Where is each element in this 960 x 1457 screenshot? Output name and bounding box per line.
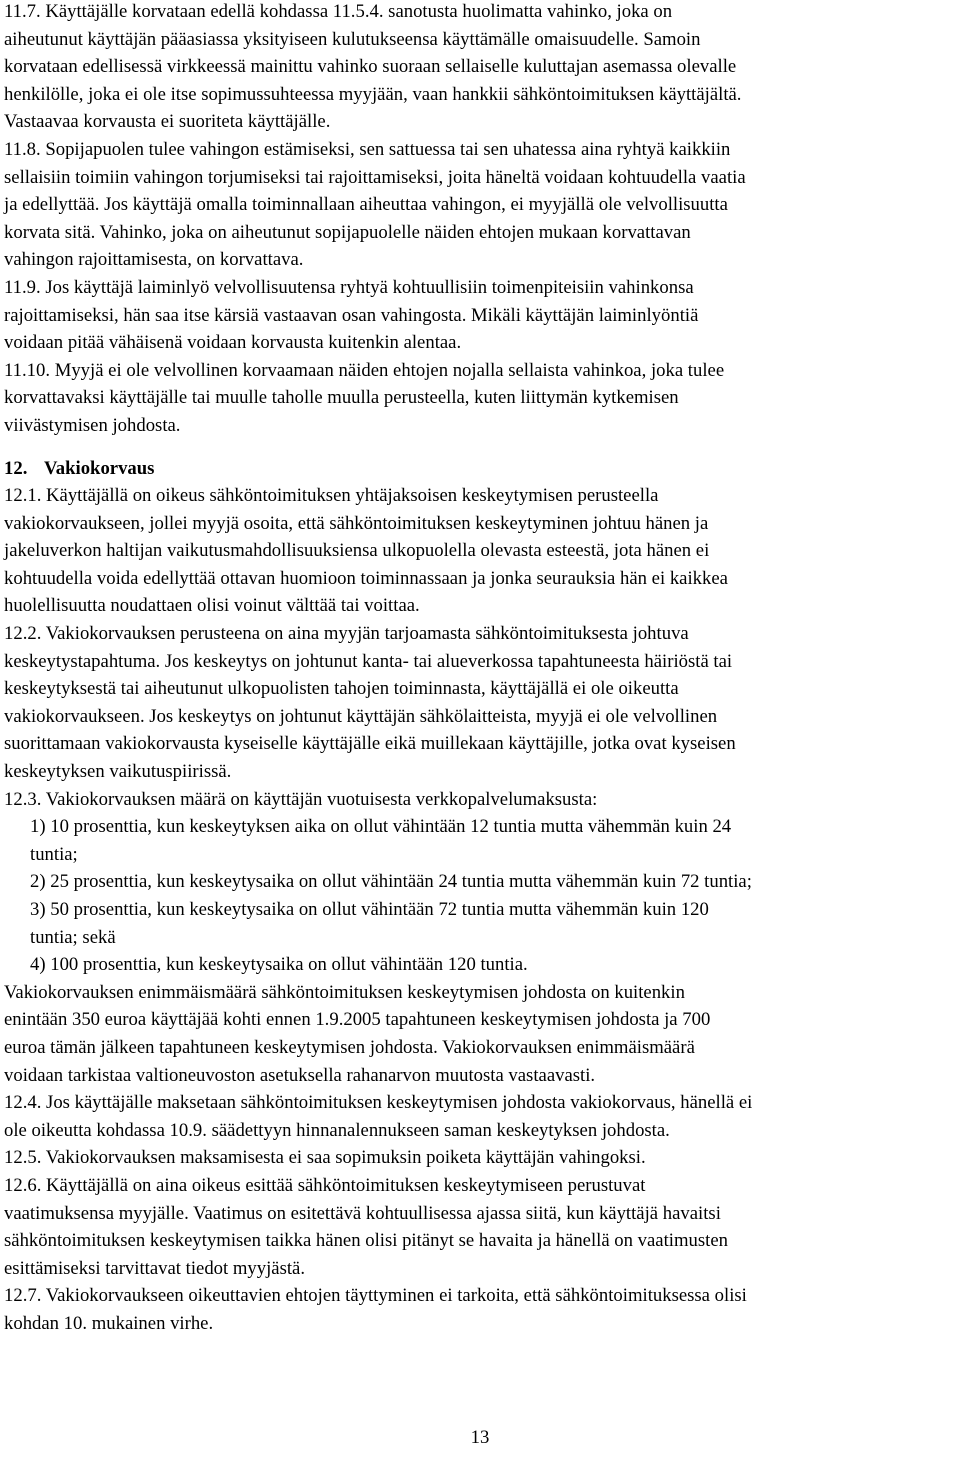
paragraph-12-2: 12.2. Vakiokorvauksen perusteena on aina myyjän tarjoamasta sähköntoimituksesta johtuva keskeytystapahtuma. Jos keskeytys on johtunut kanta- tai alueverkossa tapahtuneesta häiriöstä tai keskeytyksestä tai aiheutunut ulkopuolisten tahojen toiminnasta, käyttäjällä ei ole oikeutta vakiokorvaukseen. Jos keskeytys on johtunut käyttäjän sähkölaitteista, myyjä ei ole velvollinen suorittamaan vakiokorvausta kyseiselle käyttäjälle eikä muillekaan käyttäjille, jotka ovat kyseisen keskeytyksen vaikutuspiirissä. <box>4 623 736 783</box>
list-item: 3) 50 prosenttia, kun keskeytysaika on ollut vähintään 72 tuntia mutta vähemmän kuin 120 tuntia; sekä <box>30 899 709 948</box>
paragraph-12-1: 12.1. Käyttäjällä on oikeus sähköntoimituksen yhtäjaksoisen keskeytymisen perusteella vakiokorvaukseen, jollei myyjä osoita, että sähköntoimituksen keskeytyminen johtuu hänen ja jakeluverkon haltijan vaikutusmahdollisuuksiensa ulkopuolella olevasta esteestä, jota hänen ei kohtuudella voida edellyttää ottavan huomioon toiminnassaan ja jonka seurauksia hän ei kaikkea huolellisuutta noudattaen olisi voinut välttää tai voittaa. <box>4 485 728 617</box>
list-item: 2) 25 prosenttia, kun keskeytysaika on ollut vähintään 24 tuntia mutta vähemmän kuin 72 tuntia; <box>30 871 752 893</box>
list-item: 1) 10 prosenttia, kun keskeytyksen aika on ollut vähintään 12 tuntia mutta vähemmän kuin 24 tuntia; <box>30 816 732 865</box>
list-item: 4) 100 prosenttia, kun keskeytysaika on ollut vähintään 120 tuntia. <box>30 954 528 976</box>
paragraph-11-7: 11.7. Käyttäjälle korvataan edellä kohdassa 11.5.4. sanotusta huolimatta vahinko, joka on aiheutunut käyttäjän pääasiassa yksityiseen kulutukseensa käyttämälle omaisuudelle. Samoin korvataan edellisessä virkkeessä mainittu vahinko suoraan sellaiselle kuluttajan asemassa olevalle henkilölle, joka ei ole itse sopimussuhteessa myyjään, vaan hankkii sähköntoimituksen käyttäjältä. Vastaavaa korvausta ei suoriteta käyttäjälle. <box>4 1 742 133</box>
paragraph-11-10: 11.10. Myyjä ei ole velvollinen korvaamaan näiden ehtojen nojalla sellaista vahinkoa, joka tulee korvattavaksi käyttäjälle tai muulle taholle muulla perusteella, kuten liittymän kytkemisen viivästymisen johdosta. <box>4 359 725 436</box>
paragraph-max-compensation: Vakiokorvauksen enimmäismäärä sähköntoimituksen keskeytymisen johdosta on kuitenkin enintään 350 euroa käyttäjää kohti ennen 1.9.2005 tapahtuneen keskeytymisen johdosta ja 700 euroa tämän jälkeen tapahtuneen keskeytymisen johdosta. Vakiokorvauksen enimmäismäärä voidaan tarkistaa valtioneuvoston asetuksella rahanarvon muutosta vastaavasti. <box>4 981 711 1086</box>
paragraph-12-7: 12.7. Vakiokorvaukseen oikeuttavien ehtojen täyttyminen ei tarkoita, että sähköntoimituksessa olisi kohdan 10. mukainen virhe. <box>4 1285 747 1334</box>
paragraph-11-8: 11.8. Sopijapuolen tulee vahingon estämiseksi, sen sattuessa tai sen uhatessa aina ryhtyä kaikkiin sellaisiin toimiin vahingon torjumiseksi tai rajoittamiseksi, joita häneltä voidaan kohtuudella vaatia ja edellyttää. Jos käyttäjä omalla toiminnallaan aiheuttaa vahingon, ei myyjällä ole velvollisuutta korvata sitä. Vahinko, joka on aiheutunut sopijapuolelle näiden ehtojen mukaan korvattavan vahingon rajoittamisesta, on korvattava. <box>4 138 746 271</box>
page-number: 13 <box>470 1427 490 1448</box>
paragraph-12-5: 12.5. Vakiokorvauksen maksamisesta ei saa sopimuksin poiketa käyttäjän vahingoksi. <box>4 1147 646 1169</box>
paragraph-12-6: 12.6. Käyttäjällä on aina oikeus esittää sähköntoimituksen keskeytymiseen perustuvat vaatimuksensa myyjälle. Vaatimus on esitettävä kohtuullisessa ajassa siitä, kun käyttäjä havaitsi sähköntoimituksen keskeytymisen taikka hänen olisi pitänyt se havaita ja hänellä on vaatimusten esittämiseksi tarvittavat tiedot myyjästä. <box>4 1174 728 1279</box>
paragraph-12-4: 12.4. Jos käyttäjälle maksetaan sähköntoimituksen keskeytymisen johdosta vakiokorvaus, hänellä ei ole oikeutta kohdassa 10.9. säädettyyn hinnanalennukseen saman keskeytyksen johdosta. <box>4 1092 753 1141</box>
paragraph-11-9: 11.9. Jos käyttäjä laiminlyö velvollisuutensa ryhtyä kohtuullisiin toimenpiteisiin vahinkonsa rajoittamiseksi, hän saa itse kärsiä vastaavan osan vahingosta. Mikäli käyttäjän laiminlyöntiä voidaan pitää vähäisenä voidaan korvausta kuitenkin alentaa. <box>4 276 699 354</box>
compensation-list <box>4 813 958 979</box>
section-title: Vakiokorvaus <box>44 457 155 479</box>
section-number: 12. <box>4 457 28 479</box>
document-page <box>4 0 958 1338</box>
section-heading-12 <box>4 455 958 483</box>
paragraph-12-3: 12.3. Vakiokorvauksen määrä on käyttäjän vuotuisesta verkkopalvelumaksusta: <box>4 788 598 810</box>
